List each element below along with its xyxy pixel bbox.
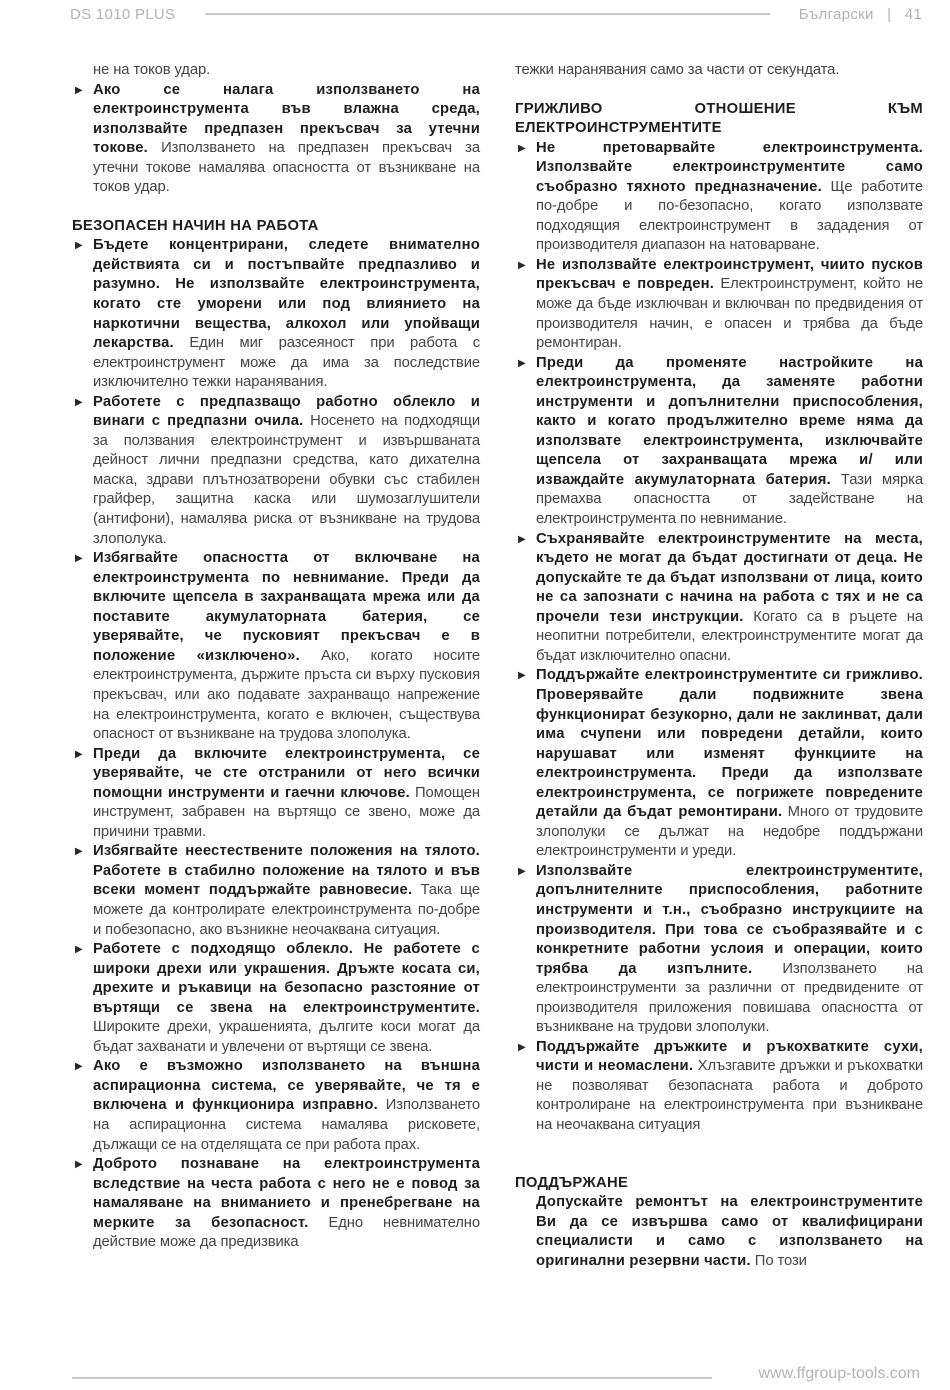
list-item [72,549,480,744]
list-item [515,256,923,354]
page-number: 41 [904,6,922,23]
item-text: Много от трудовите злополуки се дължат на недобре поддържани електроинструменти и уреди. [536,804,923,860]
list-item [515,530,923,667]
list-item [515,354,923,530]
item-text: Едно невнимателно действие може да предизвика [93,1214,480,1251]
item-bold: Избягвайте неестествените положения на тялото. Работете в стабилно положение на тялото и във всеки момент поддържайте равновесие. [93,843,480,899]
item-bold: Преди да включите електроинструмента, се уверявайте, че сте отстранили от него всички помощни инструменти и гаечни ключове. [93,745,480,801]
paragraph-text: По този [750,1252,807,1269]
website-link[interactable]: www.ffgroup-tools.com [758,1365,920,1382]
paragraph [515,1193,923,1271]
section-heading: БЕЗОПАСЕН НАЧИН НА РАБОТА [72,217,319,234]
item-text: Хлъзгавите дръжки и ръкохватки не позволяват безопасната работа и доброто контролиране на електроинструмента при възникване на неочаквана ситуация [536,1058,923,1133]
right-column [515,61,923,1271]
list-item [72,1155,480,1253]
spacer [515,1136,923,1155]
item-bold: Преди да променяте настройките на електроинструмента, да заменяте работни инструменти и допълнителни приспособления, както и когато продължително време няма да използвате електроинструмента, изключвайте щепсела от захранващата мрежа и/ или изваждайте акумулаторната батерия. [536,354,923,488]
model-name: DS 1010 PLUS [70,6,176,23]
list-item [72,1057,480,1155]
item-bold: Ако е възможно използването на външна аспирационна система, се уверявайте, че тя е включена и функционира изправно. [93,1058,480,1114]
continued-text: тежки наранявания само за части от секундата. [515,62,840,78]
list-item [515,666,923,861]
item-text: Използването на предпазен прекъсвач за утечни токове намалява опасността от възникване на токов удар. [93,140,480,196]
item-text: Помощен инструмент, забравен на въртящо се звено, може да причини травми. [93,784,480,840]
item-bold: Избягвайте опасността от включване на електроинструмента по невнимание. Преди да включите щепсела в захранващата мрежа или да поставите акумулаторната батерия, се уверявайте, че пусковият прекъсвач е в положение «изключено». [93,550,480,664]
item-text: Когато са в ръцете на неопитни потребители, електроинструментите могат да бъдат изключително опасни. [536,608,923,664]
item-bold: Поддържайте електроинструментите си грижливо. Проверявайте дали подвижните звена функционират безукорно, дали не заклинват, дали има счупени или повредени детайли, които нарушават или изменят функциите на електроинструмента. Преди да използвате електроинструмента, се погрижете повредените детайли да бъдат ремонтирани. [536,667,923,821]
item-text: Използването на електроинструменти за различни от предвидените от производителя приложения повишава опасността от възникване на трудови злополуки. [536,960,923,1036]
item-text: Така ще можете да контролирате електроинструмента по-добре и побезопасно, ако възникне неочаквана ситуация. [93,882,481,938]
item-bold: Съхранявайте електроинструментите на места, където не могат да бъдат достигнати от деца. Не допускайте те да бъдат използвани от лица, които не са запознати с начина на работа с тях и не са прочели тези инструкции. [536,530,923,625]
header-rule [205,13,770,15]
item-bold: Поддържайте дръжките и ръкохватките сухи, чисти и неомаслени. [536,1038,923,1075]
list-item [72,393,480,549]
item-bold: Доброто познаване на електроинструмента вследствие на честа работа с него не е повод за намаляване на вниманието и пренебрегване на мерките за безопасност. [93,1156,480,1231]
list-item [515,139,923,256]
list-item [515,1038,923,1136]
language-label: Български [798,6,874,23]
section-heading: ГРИЖЛИВО ОТНОШЕНИЕ КЪМ ЕЛЕКТРОИНСТРУМЕНТИТЕ [515,100,923,137]
item-text: Тази мярка премахва опасността от задействане на електроинструмента по невнимание. [536,471,923,528]
item-bold: Не използвайте електроинструмент, чиито пусков прекъсвач е повреден. [536,256,923,293]
item-bold: Ако се налага използването на електроинструмента във влажна среда, използвайте предпазен прекъсвач за утечни токове. [93,81,480,157]
list-item [72,940,480,1057]
item-bold: Не претоварвайте електроинструмента. Използвайте електроинструментите само съобразно тяхното предназначение. [536,139,923,195]
list-item [72,81,480,198]
item-text: Ако, когато носите електроинструмента, държите пръста си върху пусковия прекъсвач, или ако подавате захранващо напрежение на електроинструмента, когато е включен, съществува опасност от възникване на трудова злополука. [93,647,480,743]
item-bold: Работете с предпазващо работно облекло и винаги с предпазни очила. [93,393,480,430]
item-bold: Използвайте електроинструментите, допълнителните приспособления, работните инструменти и т.н., съобразно инструкциите на производителя. При това се съобразявайте и с конкретните работни услоия и операции, които трябва да изпълните. [536,862,923,977]
item-text: Ще работите по-добре и по-безопасно, когато използвате подходящия електроинструмент в зададения от производителя диапазон на натоварване. [536,178,923,254]
section-heading: ПОДДЪРЖАНЕ [515,1174,629,1191]
list-item [72,236,480,392]
item-text: Електроинструмент, който не може да бъде изключван и включван по предвидения от производителя начин, е опасен и трябва да бъде ремонтиран. [536,276,923,352]
header-right [799,6,922,23]
paragraph-bold: Допускайте ремонтът на електроинструментите Ви да се извършва само от квалифицирани специалисти и само с използването на оригинални резервни части. [536,1194,923,1269]
continued-text: не на токов удар. [93,62,211,78]
footer-rule [72,1377,712,1379]
list-item [72,745,480,843]
list-item [515,862,923,1038]
item-text: Широките дрехи, украшенията, дългите коси могат да бъдат захванати и увлечени от въртящи се звена. [93,1019,480,1055]
left-column [72,61,480,1253]
item-text: Използването на аспирационна система намалява рисковете, дължащи се на отделящата се при работа прах. [93,1097,480,1153]
item-text: Носенето на подходящи за ползвания електроинструмент и извършваната дейност лични предпазни средства, като дихателна маска, здрави плътнозатворени обувки със стабилен грайфер, защитна каска или шумозаглушители (антифони), намалява риска от възникване на трудова злополука. [93,413,480,547]
header-separator: | [887,6,892,23]
item-bold: Работете с подходящо облекло. Не работете с широки дрехи или украшения. Дръжте косата си, дрехите и ръкавици на безопасно разстояние от въртящи се звена на електроинструментите. [93,941,480,1016]
list-item [72,842,480,940]
item-bold: Бъдете концентрирани, следете внимателно действията си и постъпвайте предпазливо и разумно. Не използвайте електроинструмента, когато сте уморени или под влиянието на наркотични вещества, алкохол или упойващи лекарства. [93,237,480,352]
item-text: Един миг разсеяност при работа с електроинструмент може да има за последствие изключително тежки наранявания. [93,335,480,391]
